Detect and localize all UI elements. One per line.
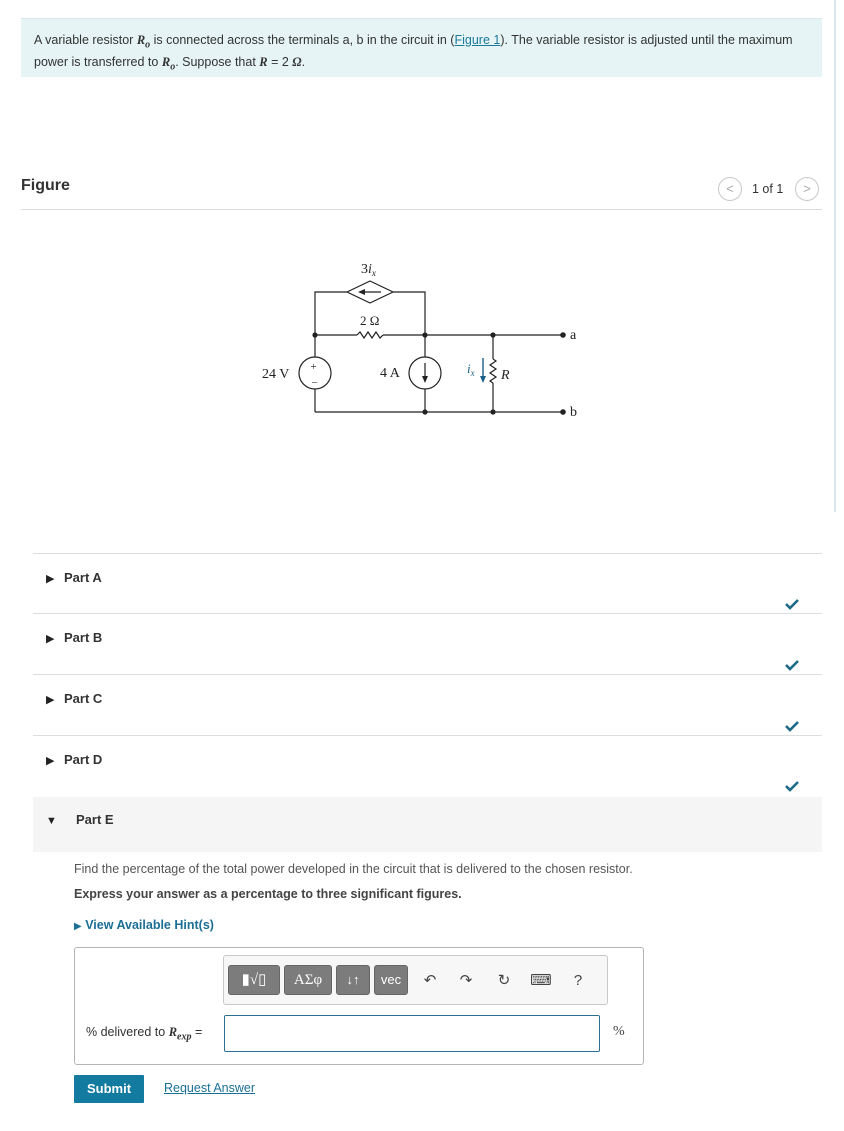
- part-e-header: [33, 797, 822, 852]
- terminal-b-node: [560, 409, 566, 415]
- vector-button[interactable]: vec: [374, 965, 408, 995]
- ix-label: $i_x$: [467, 361, 475, 378]
- problem-text-6: .: [301, 54, 306, 69]
- submit-button[interactable]: Submit: [74, 1075, 144, 1103]
- view-hints-link[interactable]: ▶ View Available Hint(s): [74, 918, 214, 932]
- part-b-toggle[interactable]: ▶ Part B: [46, 630, 103, 645]
- part-e-toggle[interactable]: ▼ Part E: [46, 812, 114, 827]
- problem-text-4: . Suppose that: [175, 54, 260, 69]
- caret-down-icon: ▼: [46, 815, 57, 827]
- redo-icon[interactable]: ↷: [459, 972, 473, 989]
- node: [490, 332, 495, 337]
- problem-text-2: is connected across the terminals a, b in the circuit in (: [150, 33, 455, 47]
- caret-right-icon: ▶: [46, 755, 55, 767]
- terminal-b-label: b: [570, 405, 577, 420]
- figure-page-count: 1 of 1: [752, 182, 784, 196]
- node: [422, 409, 427, 414]
- part-divider: [33, 553, 822, 554]
- reset-icon[interactable]: ↻: [497, 972, 511, 989]
- voltage-source-label: 24 V: [262, 367, 290, 382]
- keyboard-icon[interactable]: ⌨: [530, 972, 552, 989]
- node: [422, 332, 427, 337]
- caret-right-icon: ▶: [74, 921, 82, 932]
- answer-input[interactable]: [224, 1015, 600, 1052]
- figure-link[interactable]: Figure 1: [454, 33, 501, 47]
- resistor-r: [490, 359, 496, 383]
- terminal-a-node: [560, 332, 566, 338]
- problem-text-3: ). The variable resistor is adjusted until the maximum power is transferred to: [34, 33, 793, 69]
- problem-statement: [21, 18, 822, 77]
- part-a-toggle[interactable]: ▶ Part A: [46, 570, 102, 585]
- part-divider: [33, 674, 822, 675]
- request-answer-link[interactable]: Request Answer: [164, 1081, 256, 1095]
- problem-text-1: A variable resistor: [34, 33, 137, 47]
- figure-title: Figure: [21, 177, 70, 194]
- check-icon: [784, 780, 800, 792]
- ro-symbol-2: $R_o$: [161, 54, 176, 72]
- vs-minus: −: [311, 377, 318, 389]
- part-divider: [33, 735, 822, 736]
- ix-arrow-head: [480, 376, 486, 383]
- wire-dep-left: [315, 292, 347, 335]
- part-c-toggle[interactable]: ▶ Part C: [46, 691, 103, 706]
- node: [312, 332, 317, 337]
- greek-symbols-button[interactable]: ΑΣφ: [284, 965, 332, 995]
- resistor-2ohm-label: 2 Ω: [360, 313, 380, 328]
- ro-symbol: $R_o$: [136, 33, 151, 51]
- next-figure-button[interactable]: [795, 177, 819, 201]
- check-icon: [784, 659, 800, 671]
- part-d-toggle[interactable]: ▶ Part D: [46, 752, 103, 767]
- vs-plus: +: [310, 361, 317, 373]
- caret-right-icon: ▶: [46, 633, 55, 645]
- caret-right-icon: ▶: [46, 694, 55, 706]
- r-symbol: R: [259, 54, 268, 69]
- terminal-a-label: a: [570, 328, 577, 343]
- caret-right-icon: ▶: [46, 573, 55, 585]
- help-icon[interactable]: ?: [573, 972, 583, 989]
- part-divider: [33, 613, 822, 614]
- check-icon: [784, 598, 800, 610]
- r-label: R: [501, 368, 510, 383]
- part-e-question: Find the percentage of the total power developed in the circuit that is delivered to the chosen resistor.: [74, 862, 633, 876]
- current-source-label: 4 A: [380, 366, 400, 381]
- resistor-2ohm: [357, 332, 383, 338]
- circuit-diagram: [250, 250, 590, 430]
- answer-label: % delivered to $R_{exp}$ =: [86, 1025, 203, 1043]
- previous-figure-button[interactable]: [718, 177, 742, 201]
- answer-unit: %: [613, 1024, 625, 1039]
- templates-button[interactable]: ▮√▯: [228, 965, 280, 995]
- problem-text-5: = 2: [267, 54, 293, 69]
- check-icon: [784, 720, 800, 732]
- chevron-right-icon: >: [803, 181, 811, 196]
- chevron-left-icon: <: [726, 181, 734, 196]
- part-e-instruction: Express your answer as a percentage to three significant figures.: [74, 887, 462, 901]
- subscript-superscript-button[interactable]: ↓↑: [336, 965, 370, 995]
- node: [490, 409, 495, 414]
- dep-source-label: $3i_x$: [361, 262, 376, 278]
- scroll-track: [834, 0, 836, 512]
- undo-icon[interactable]: ↶: [423, 972, 437, 989]
- omega-symbol: Ω: [292, 54, 302, 69]
- figure-divider: [21, 209, 822, 210]
- wire-dep-right: [393, 292, 425, 335]
